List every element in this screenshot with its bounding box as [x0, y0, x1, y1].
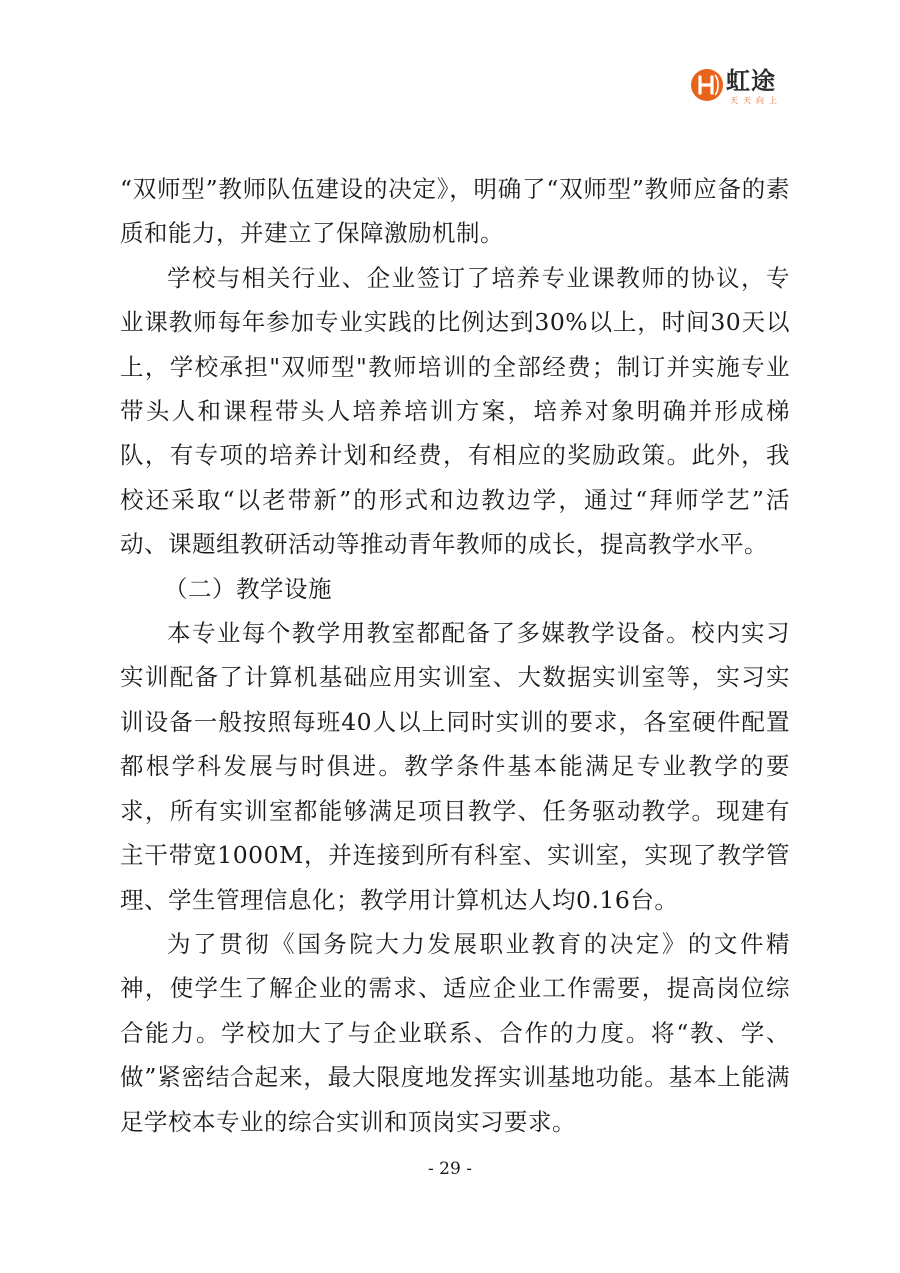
- paragraph-enterprise-cooperation: 为了贯彻《国务院大力发展职业教育的决定》的文件精神，使学生了解企业的需求、适应企业工作需要，提高岗位综合能力。学校加大了与企业联系、合作的力度。将“教、学、做”紧密结合起来，最大限度地发挥实训基地功能。基本上能满足学校本专业的综合实训和顶岗实习要求。: [120, 929, 790, 1136]
- paragraph-continuation: “双师型”教师队伍建设的决定》，明确了“双师型”教师应备的素质和能力，并建立了保障激励机制。: [120, 175, 790, 248]
- section-heading-teaching-facilities: （二）教学设施: [164, 574, 332, 603]
- document-body: [120, 167, 790, 1144]
- hongtu-logo-icon: [690, 68, 724, 102]
- logo-tagline: 天天向上: [730, 96, 782, 105]
- logo-name: 虹途: [726, 67, 776, 95]
- paragraph-facilities: 本专业每个教学用教室都配备了多媒教学设备。校内实习实训配备了计算机基础应用实训室、大数据实训室等，实习实训设备一般按照每班40人以上同时实训的要求，各室硬件配置都根学科发展与时俱进。教学条件基本能满足专业教学的要求，所有实训室都能够满足项目教学、任务驱动教学。现建有主干带宽1000M，并连接到所有科室、实训室，实现了教学管理、学生管理信息化；教学用计算机达人均0.16台。: [120, 619, 790, 914]
- paragraph-teacher-training: 学校与相关行业、企业签订了培养专业课教师的协议，专业课教师每年参加专业实践的比例达到30%以上，时间30天以上，学校承担"双师型"教师培训的全部经费；制订并实施专业带头人和课程带头人培养培训方案，培养对象明确并形成梯队，有专项的培养计划和经费，有相应的奖励政策。此外，我校还采取“以老带新”的形式和边教边学，通过“拜师学艺”活动、课题组教研活动等推动青年教师的成长，提高教学水平。: [120, 263, 790, 559]
- brand-logo: [690, 66, 800, 112]
- page-number: - 29 -: [428, 1159, 472, 1179]
